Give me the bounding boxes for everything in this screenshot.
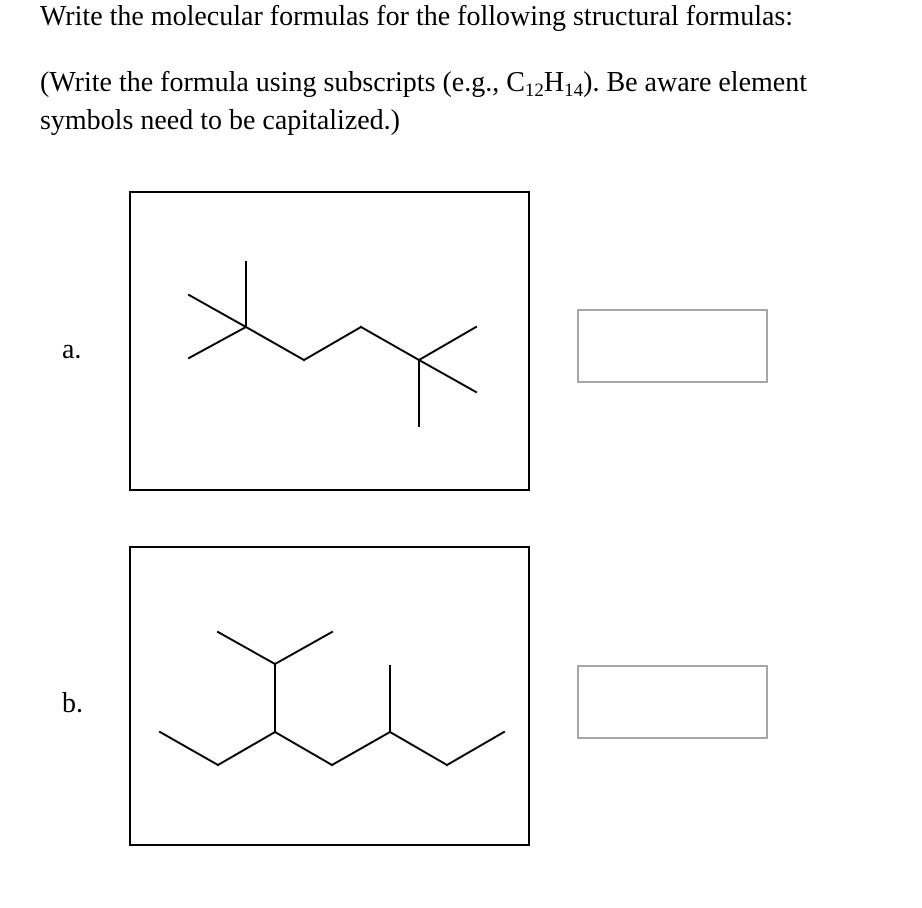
question-b-label: b. [62,688,83,719]
instructions-prefix: (Write the formula using subscripts (e.g., C [40,67,525,98]
bond [390,732,447,765]
question-a-label: a. [62,334,82,365]
bond [275,732,332,765]
instructions-subscript-carbon: 12 [524,80,544,101]
instructions-subscript-hydrogen: 14 [564,80,584,101]
bond [218,732,275,765]
skeletal-formula-b [131,548,532,848]
bond [189,295,246,327]
bond [246,327,304,360]
instructions-text [40,64,900,140]
structure-box-b [129,546,530,846]
instructions-hydrogen: H [543,67,565,98]
question-heading: Write the molecular formulas for the following structural formulas: [40,1,794,32]
bond [304,327,361,360]
bond [419,360,476,392]
bond [419,327,476,360]
bond [447,732,504,765]
answer-input-b[interactable] [577,665,768,739]
bond [189,327,246,358]
structure-box-a [129,191,530,491]
answer-input-a[interactable] [577,309,768,383]
bond [332,732,390,765]
instructions-suffix: ). Be aware element symbols need to be capitalized.) [40,67,808,136]
skeletal-formula-a [131,193,532,493]
bond [361,327,419,360]
bond [275,632,332,664]
bond [160,732,218,765]
bond [218,632,275,664]
